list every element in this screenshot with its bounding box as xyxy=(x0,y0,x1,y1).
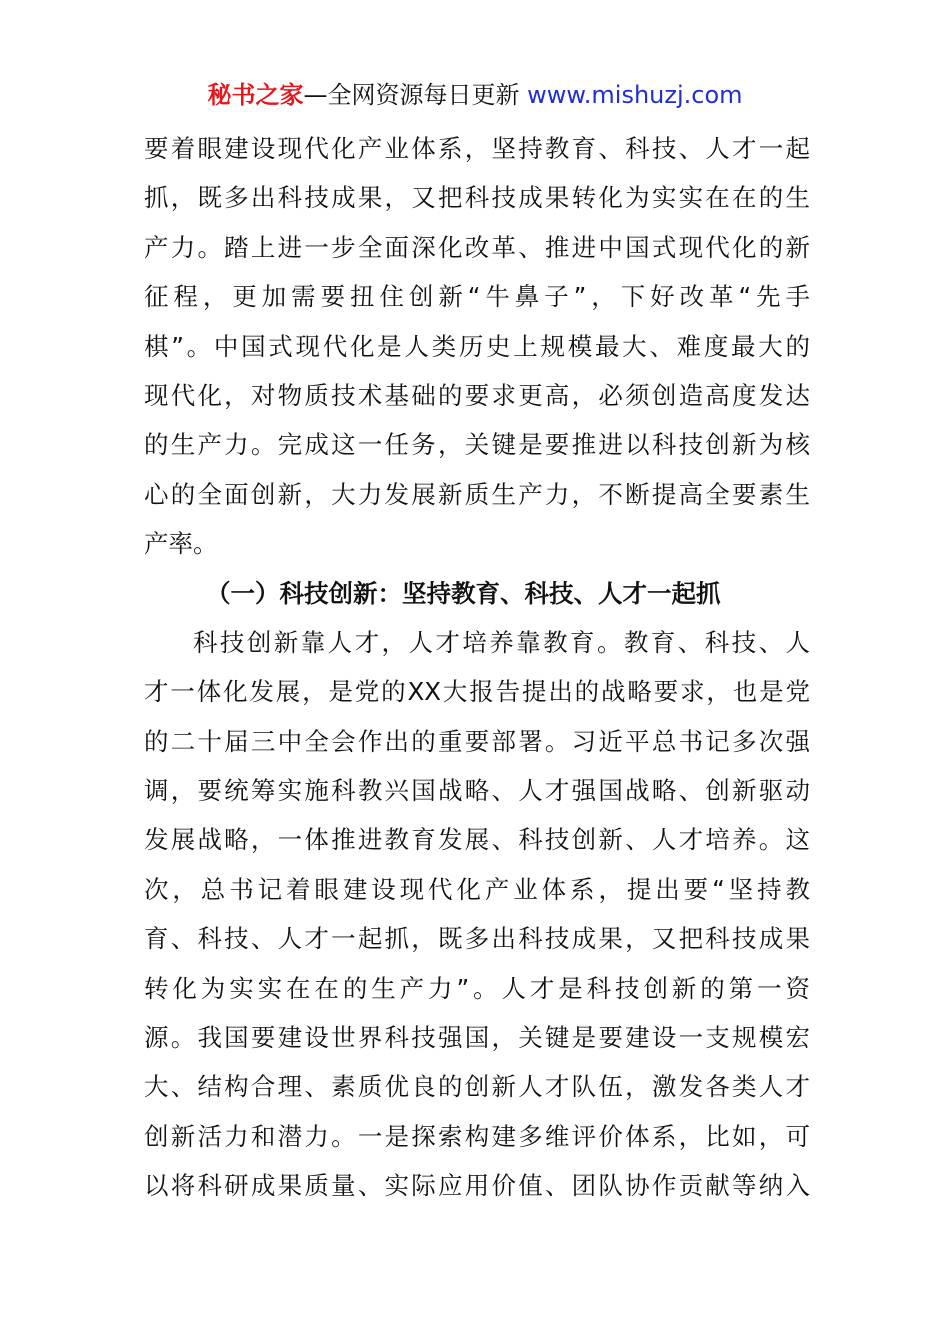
text-line: 发展战略，一体推进教育发展、科技创新、人才培养。这 xyxy=(144,825,810,855)
text-line: 育、科技、人才一起抓，既多出科技成果，又把科技成果 xyxy=(144,924,810,954)
header-slogan: —全网资源每日更新 xyxy=(303,81,528,109)
text-line: 以将科研成果质量、实际应用价值、团队协作贡献等纳入 xyxy=(144,1171,810,1201)
brand-name: 秘书之家 xyxy=(207,81,304,109)
text-line: 心的全面创新，大力发展新质生产力，不断提高全要素生 xyxy=(144,479,810,509)
text-line: 大、结构合理、素质优良的创新人才队伍，激发各类人才 xyxy=(144,1072,810,1102)
text-line: 才一体化发展，是党的XX大报告提出的战略要求，也是党 xyxy=(144,677,810,707)
text-line: 抓，既多出科技成果，又把科技成果转化为实实在在的生 xyxy=(144,183,810,213)
text-line: 的生产力。完成这一任务，关键是要推进以科技创新为核 xyxy=(144,430,810,460)
text-line: 产率。 xyxy=(144,529,218,559)
text-line: 征程，更加需要扭住创新“牛鼻子”，下好改革“先手 xyxy=(144,282,810,312)
text-line: 现代化，对物质技术基础的要求更高，必须创造高度发达 xyxy=(144,380,810,410)
text-line: 源。我国要建设世界科技强国，关键是要建设一支规模宏 xyxy=(144,1023,810,1053)
site-url: www.mishuzj.com xyxy=(527,81,743,109)
text-line: 的二十届三中全会作出的重要部署。习近平总书记多次强 xyxy=(144,726,810,756)
text-line: 产力。踏上进一步全面深化改革、推进中国式现代化的新 xyxy=(144,232,810,262)
text-line: 次，总书记着眼建设现代化产业体系，提出要“坚持教 xyxy=(144,874,810,904)
page-header xyxy=(0,78,950,112)
document-body xyxy=(144,124,810,1211)
text-line: 要着眼建设现代化产业体系，坚持教育、科技、人才一起 xyxy=(144,134,810,163)
text-line: 创新活力和潜力。一是探索构建多维评价体系，比如，可 xyxy=(144,1121,810,1151)
section-heading: （一）科技创新：坚持教育、科技、人才一起抓 xyxy=(206,578,721,608)
text-line: 转化为实实在在的生产力”。人才是科技创新的第一资 xyxy=(144,973,810,1003)
text-line: 科技创新靠人才，人才培养靠教育。教育、科技、人 xyxy=(193,627,810,657)
text-line: 棋”。中国式现代化是人类历史上规模最大、难度最大的 xyxy=(144,331,810,361)
text-line: 调，要统筹实施科教兴国战略、人才强国战略、创新驱动 xyxy=(144,776,810,806)
